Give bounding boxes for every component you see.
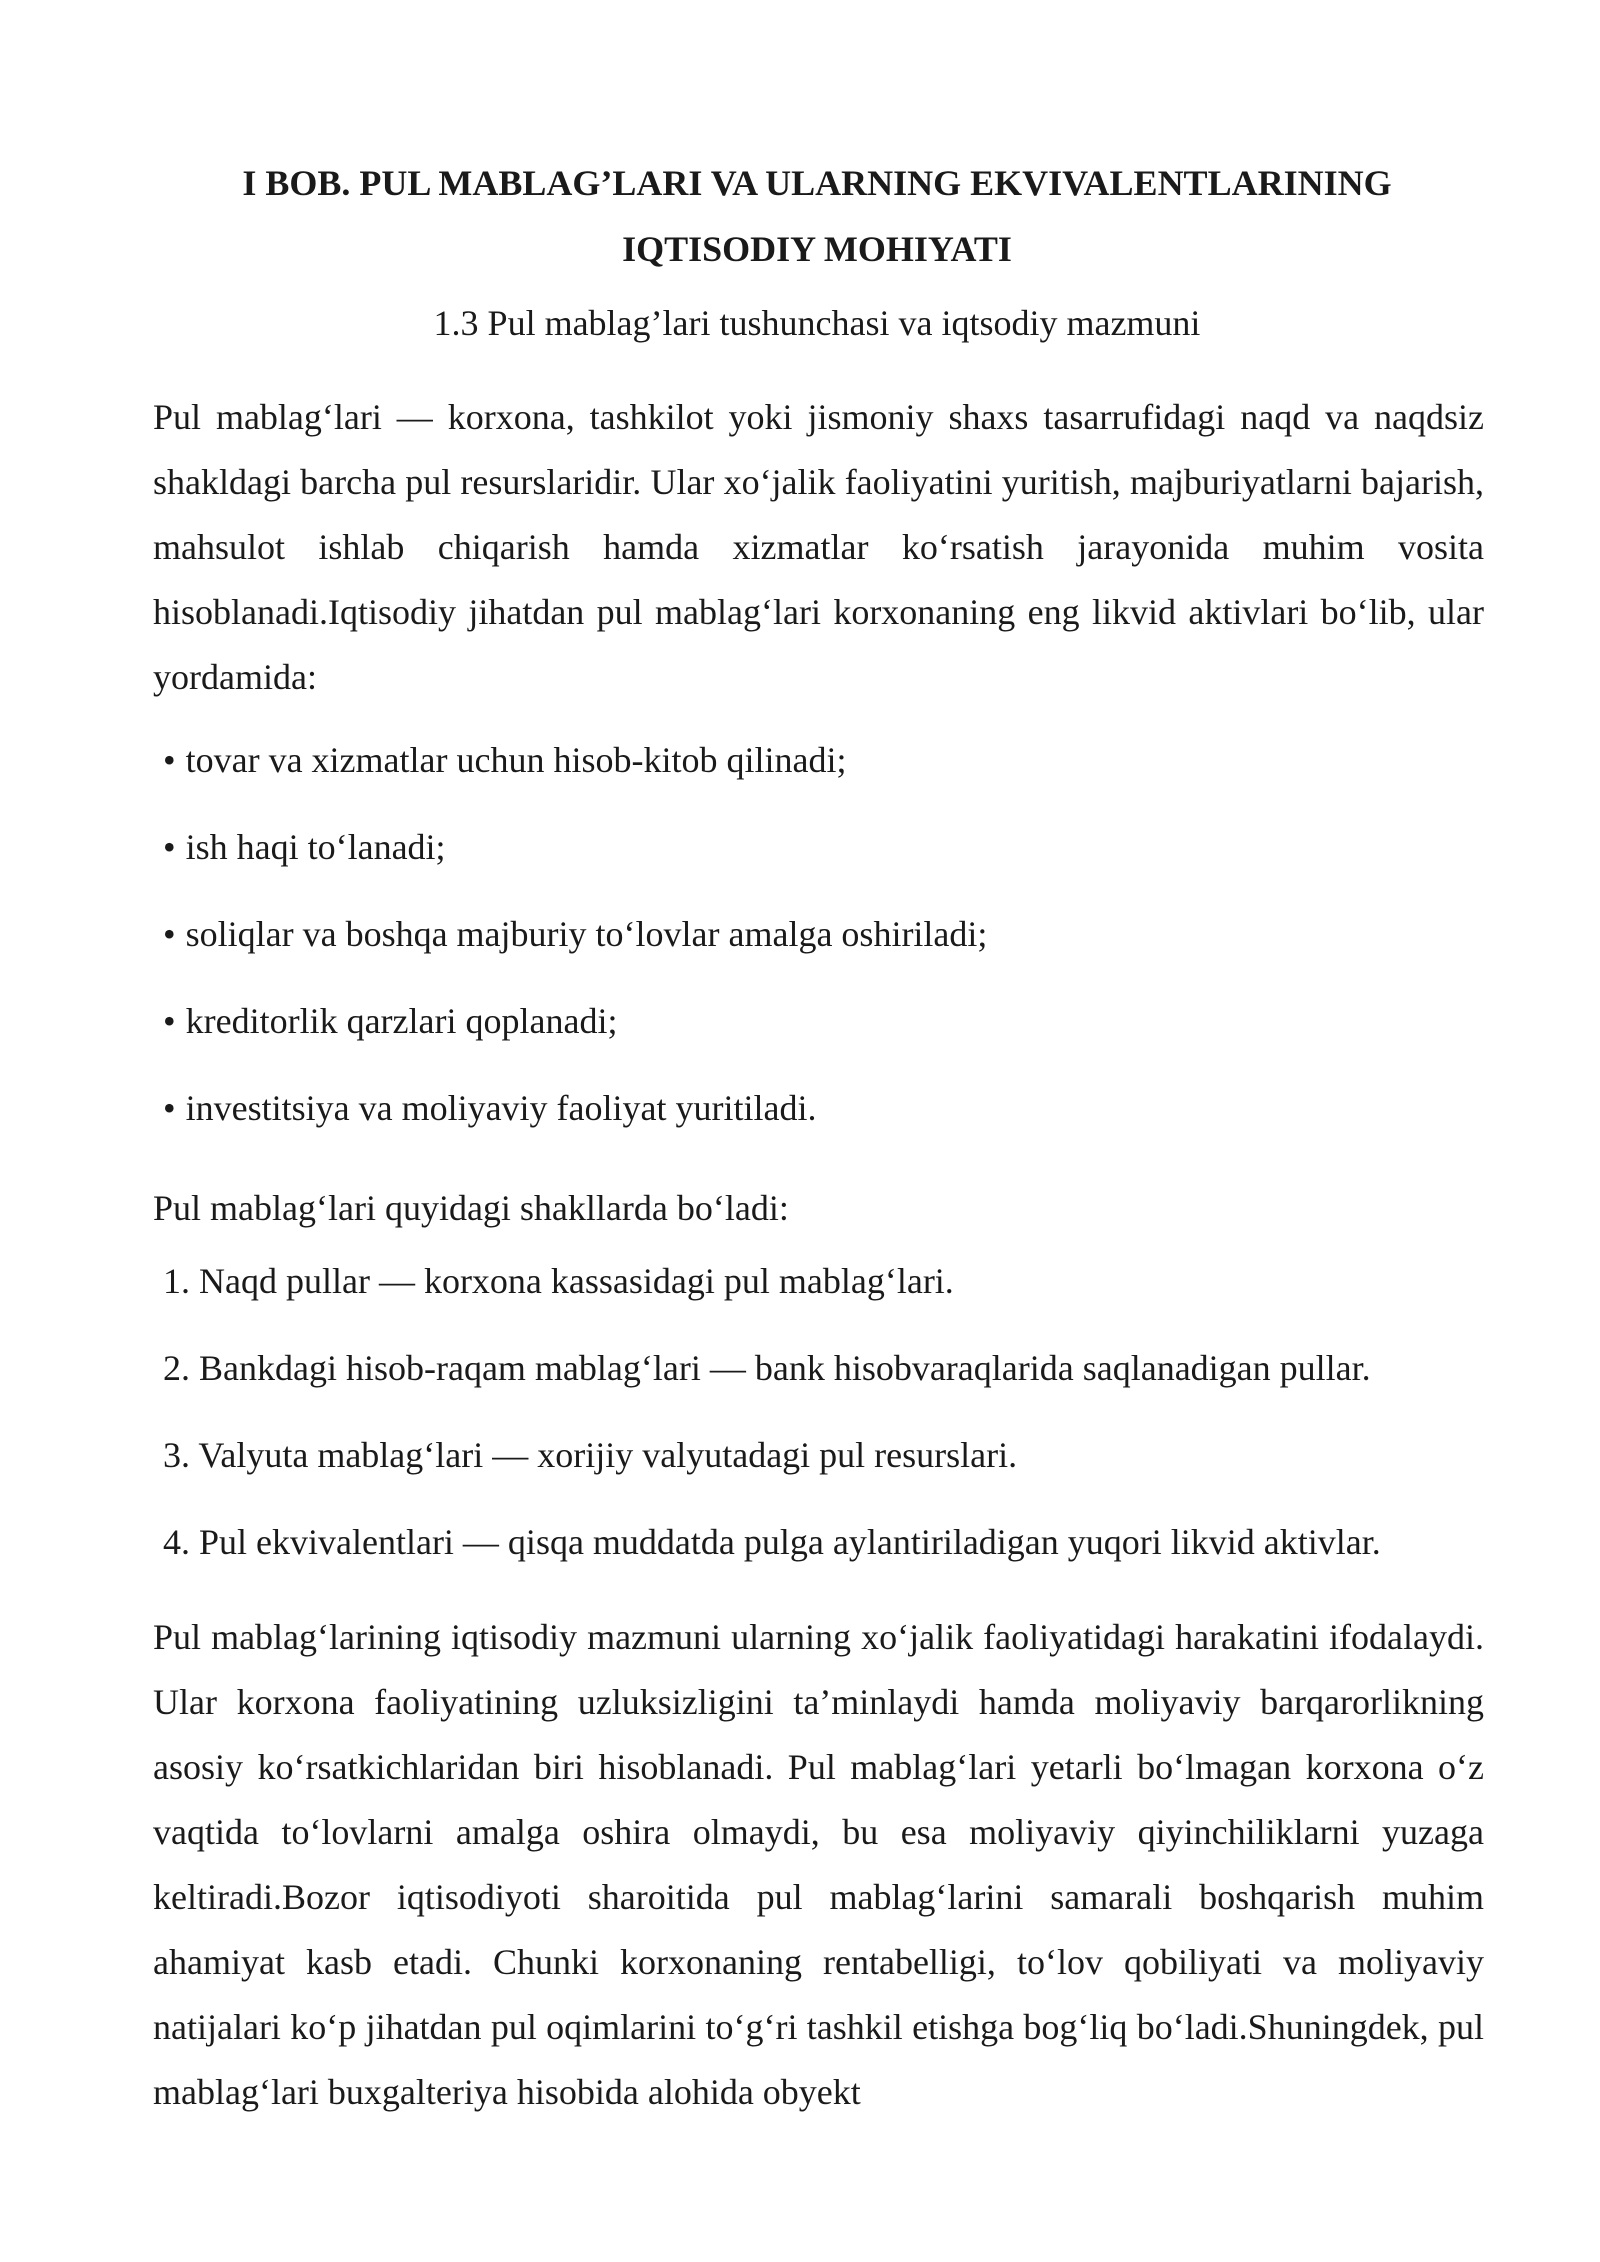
bullet-text: investitsiya va moliyaviy faoliyat yuritiladi. (185, 1088, 817, 1128)
bullet-icon: • (163, 827, 176, 867)
bullet-icon: • (163, 1088, 176, 1128)
section-heading: 1.3 Pul mablag’lari tushunchasi va iqtsodiy mazmuni (433, 303, 1201, 343)
bullet-icon: • (163, 1001, 176, 1041)
bullet-text: soliqlar va boshqa majburiy to‘lovlar amalga oshiriladi; (185, 914, 988, 954)
bullet-item (163, 737, 1484, 783)
bullet-item (163, 1085, 1484, 1131)
intro-paragraph: Pul mablag‘lari — korxona, tashkilot yoki jismoniy shaxs tasarrufidagi naqd va naqdsiz shakldagi barcha pul resurslaridir. Ular xo‘jalik faoliyatini yuritish, majburiyatlarni bajarish, mahsulot ishlab chiqarish hamda xizmatlar ko‘rsatish jarayonida muhim vosita hisoblanadi.Iqtisodiy jihatdan pul mablag‘lari korxonaning eng likvid aktivlari bo‘lib, ular yordamida: (153, 397, 1484, 697)
bullet-item (163, 911, 1484, 957)
bullet-icon: • (163, 914, 176, 954)
bullet-item (163, 824, 1484, 870)
numbered-item: 1. Naqd pullar — korxona kassasidagi pul mablag‘lari. (163, 1261, 954, 1301)
closing-paragraph: Pul mablag‘larining iqtisodiy mazmuni ularning xo‘jalik faoliyatidagi harakatini ifodalaydi. Ular korxona faoliyatining uzluksizligini ta’minlaydi hamda moliyaviy barqarorlikning asosiy ko‘rsatkichlaridan biri hisoblanadi. Pul mablag‘lari yetarli bo‘lmagan korxona o‘z vaqtida to‘lovlarni amalga oshira olmaydi, bu esa moliyaviy qiyinchiliklarni yuzaga keltiradi.Bozor iqtisodiyoti sharoitida pul mablag‘larini samarali boshqarish muhim ahamiyat kasb etadi. Chunki korxonaning rentabelligi, to‘lov qobiliyati va moliyaviy natijalari ko‘p jihatdan pul oqimlarini to‘g‘ri tashkil etishga bog‘liq bo‘ladi.Shuningdek, pul mablag‘lari buxgalteriya hisobida alohida obyekt (153, 1617, 1484, 2112)
bullet-text: kreditorlik qarzlari qoplanadi; (185, 1001, 618, 1041)
numbered-item: 2. Bankdagi hisob-raqam mablag‘lari — bank hisobvaraqlarida saqlanadigan pullar. (163, 1348, 1371, 1388)
numbered-item: 3. Valyuta mablag‘lari — xorijiy valyutadagi pul resurslari. (163, 1435, 1018, 1475)
bullet-text: ish haqi to‘lanadi; (185, 827, 446, 867)
forms-intro: Pul mablag‘lari quyidagi shakllarda bo‘ladi: (153, 1188, 789, 1228)
bullet-text: tovar va xizmatlar uchun hisob-kitob qilinadi; (185, 740, 847, 780)
bullet-icon: • (163, 740, 176, 780)
numbered-item: 4. Pul ekvivalentlari — qisqa muddatda pulga aylantiriladigan yuqori likvid aktivlar. (163, 1522, 1381, 1562)
bullet-item (163, 998, 1484, 1044)
chapter-title: I BOB. PUL MABLAG’LARI VA ULARNING EKVIVALENTLARINING IQTISODIY MOHIYATI (242, 163, 1392, 269)
